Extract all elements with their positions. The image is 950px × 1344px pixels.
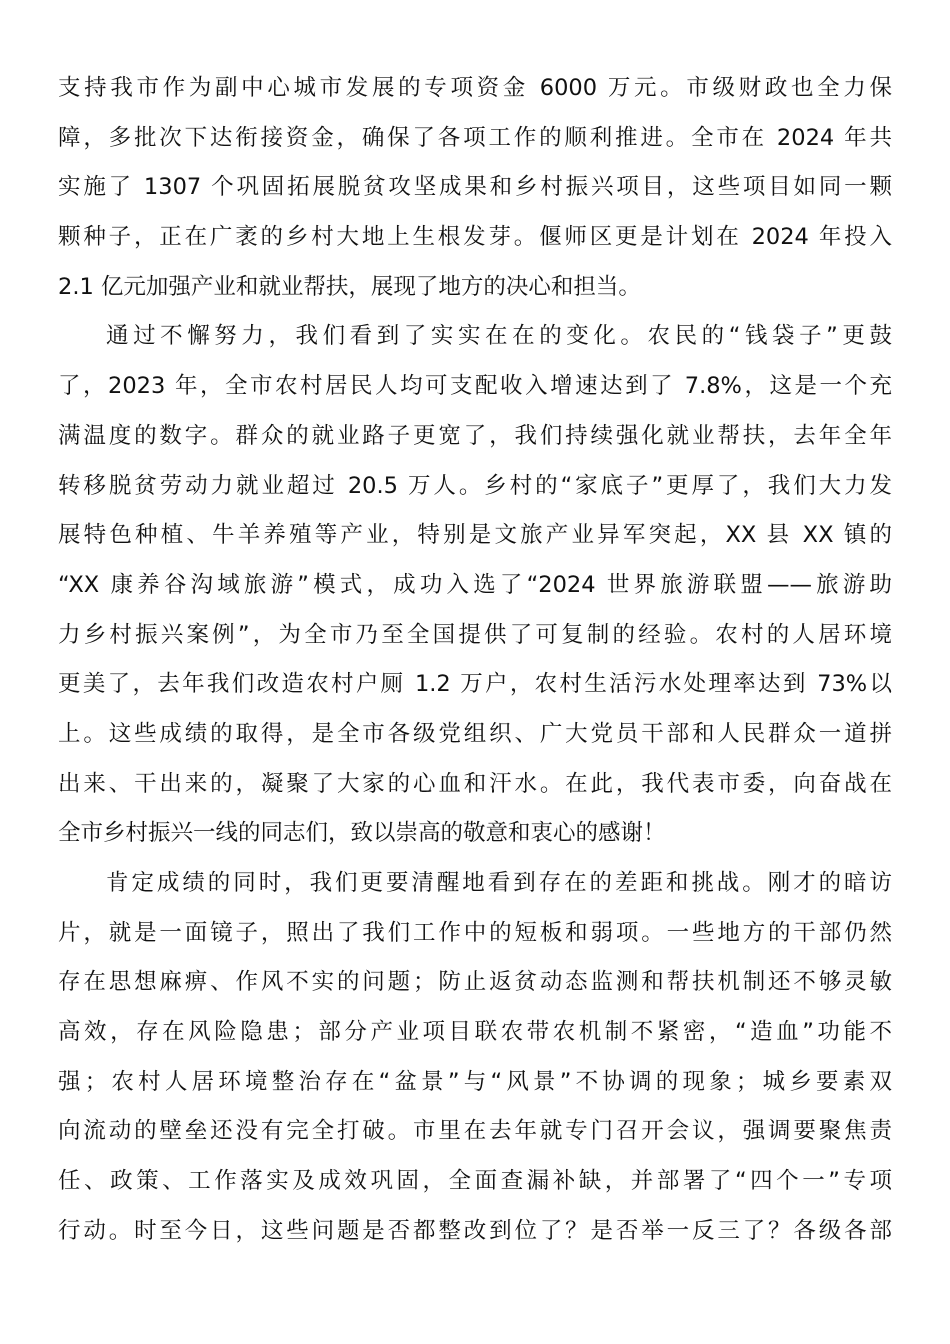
text-line: 2.1 亿元加强产业和就业帮扶，展现了地方的决心和担当。 <box>58 273 641 300</box>
text-line: 更美了，去年我们改造农村户厕 1.2 万户，农村生活污水处理率达到 73%以 <box>58 671 892 698</box>
text-line: 高效，存在风险隐患；部分产业项目联农带农机制不紧密，“造血”功能不 <box>58 1019 892 1046</box>
text-line: 通过不懈努力，我们看到了实实在在的变化。农民的“钱袋子”更鼓 <box>106 323 892 350</box>
text-line: 展特色种植、牛羊养殖等产业，特别是文旅产业异军突起，XX 县 XX 镇的 <box>58 522 892 549</box>
text-line: 实施了 1307 个巩固拓展脱贫攻坚成果和乡村振兴项目，这些项目如同一颗 <box>58 174 892 201</box>
text-line: 肯定成绩的同时，我们更要清醒地看到存在的差距和挑战。刚才的暗访 <box>106 870 892 896</box>
paragraph-1 <box>58 64 892 312</box>
text-line: 强；农村人居环境整治存在“盆景”与“风景”不协调的现象；城乡要素双 <box>58 1068 892 1095</box>
text-line: 力乡村振兴案例”，为全市乃至全国提供了可复制的经验。农村的人居环境 <box>58 621 892 648</box>
text-line: 全市乡村振兴一线的同志们，致以崇高的敬意和衷心的感谢！ <box>58 820 666 847</box>
text-line: 存在思想麻痹、作风不实的问题；防止返贫动态监测和帮扶机制还不够灵敏 <box>58 969 892 996</box>
text-line: 行动。时至今日，这些问题是否都整改到位了？是否举一反三了？各级各部 <box>58 1217 892 1244</box>
text-line: “XX 康养谷沟域旅游”模式，成功入选了“2024 世界旅游联盟——旅游助 <box>58 571 892 598</box>
text-line: 片，就是一面镜子，照出了我们工作中的短板和弱项。一些地方的干部仍然 <box>58 919 892 946</box>
text-line: 转移脱贫劳动力就业超过 20.5 万人。乡村的“家底子”更厚了，我们大力发 <box>58 472 892 499</box>
text-line: 障，多批次下达衔接资金，确保了各项工作的顺利推进。全市在 2024 年共 <box>58 124 892 151</box>
text-line: 上。这些成绩的取得，是全市各级党组织、广大党员干部和人民群众一道拼 <box>58 720 892 747</box>
text-line: 向流动的壁垒还没有完全打破。市里在去年就专门召开会议，强调要聚焦责 <box>58 1118 892 1145</box>
text-line: 了，2023 年，全市农村居民人均可支配收入增速达到了 7.8%，这是一个充 <box>58 373 892 400</box>
text-line: 任、政策、工作落实及成效巩固，全面查漏补缺，并部署了“四个一”专项 <box>58 1168 892 1195</box>
document-body <box>58 64 892 1257</box>
paragraph-2 <box>58 312 892 859</box>
text-line: 支持我市作为副中心城市发展的专项资金 6000 万元。市级财政也全力保 <box>58 75 892 101</box>
text-line: 满温度的数字。群众的就业路子更宽了，我们持续强化就业帮扶，去年全年 <box>58 422 892 449</box>
text-line: 出来、干出来的，凝聚了大家的心血和汗水。在此，我代表市委，向奋战在 <box>58 770 892 797</box>
text-line: 颗种子，正在广袤的乡村大地上生根发芽。偃师区更是计划在 2024 年投入 <box>58 224 892 251</box>
paragraph-3 <box>58 859 892 1257</box>
